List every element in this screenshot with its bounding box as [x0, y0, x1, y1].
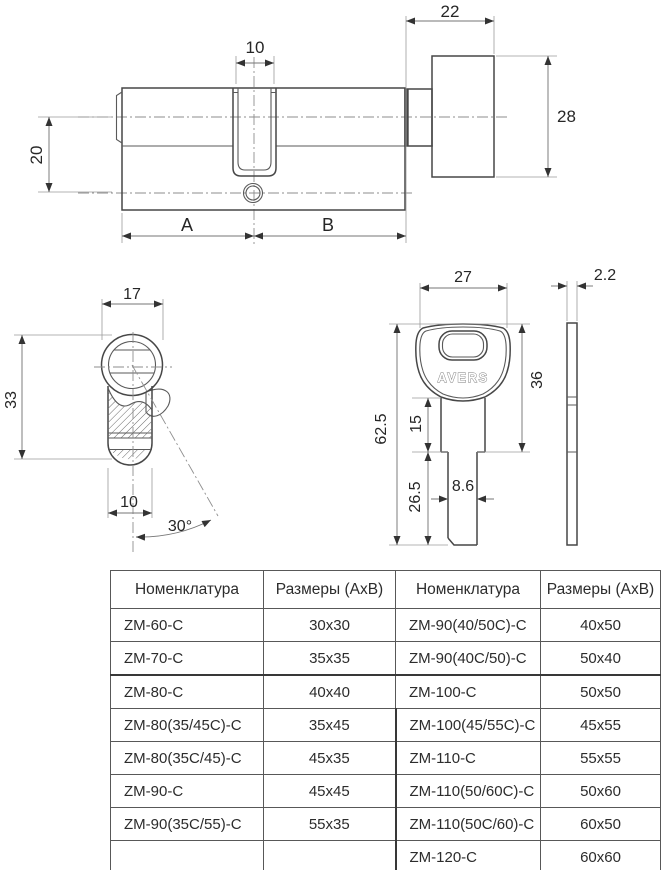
- dim-body-height: [3, 335, 112, 459]
- model-cell: ZM-100(45/55C)-C: [396, 709, 541, 742]
- dim-label-27: 27: [454, 269, 472, 286]
- dim-label-30deg: 30°: [167, 518, 193, 535]
- size-table: [110, 570, 661, 870]
- table-row: [111, 642, 661, 676]
- dim-thickness: [551, 267, 616, 321]
- model-cell: ZM-120-C: [396, 841, 541, 870]
- size-cell: 55x35: [264, 808, 396, 841]
- header-sizes-right: Размеры (АхВ): [541, 571, 661, 609]
- dim-axis-offset: [27, 117, 112, 192]
- size-cell: 45x55: [541, 709, 661, 742]
- table-row: [111, 775, 661, 808]
- dim-label-15: 15: [408, 415, 425, 433]
- key-blade: [441, 398, 485, 545]
- key-side-view: [567, 323, 577, 545]
- dim-foot-width: [108, 468, 152, 518]
- dim-head-width: [420, 269, 507, 328]
- table-row: [111, 808, 661, 841]
- size-cell: 45x35: [264, 742, 396, 775]
- dim-label-17: 17: [123, 286, 141, 303]
- model-cell: ZM-90(40C/50)-C: [396, 642, 541, 676]
- dim-label-20: 20: [27, 145, 46, 165]
- cylinder-section-view-drawing: [0, 270, 240, 570]
- model-cell: ZM-90(40/50C)-C: [396, 609, 541, 642]
- dim-label-10-foot: 10: [120, 494, 138, 511]
- dim-blade-width: [431, 478, 494, 499]
- model-cell: ZM-110(50C/60)-C: [396, 808, 541, 841]
- header-nomenclature-left: Номенклатура: [111, 571, 264, 609]
- header-nomenclature-right: Номенклатура: [396, 571, 541, 609]
- model-cell: [111, 841, 264, 870]
- size-cell: 60x50: [541, 808, 661, 841]
- table-row: [111, 709, 661, 742]
- dim-label-28: 28: [557, 107, 576, 126]
- dim-label-10: 10: [245, 38, 265, 57]
- size-cell: 50x40: [541, 642, 661, 676]
- dim-knob-height: [496, 56, 576, 177]
- model-cell: ZM-110(50/60C)-C: [396, 775, 541, 808]
- model-cell: ZM-80(35/45C)-C: [111, 709, 264, 742]
- key-head: [416, 324, 510, 401]
- dim-label-26-5: 26.5: [407, 481, 424, 513]
- size-cell: 40x50: [541, 609, 661, 642]
- size-cell: [264, 841, 396, 870]
- cylinder-body: [117, 56, 495, 210]
- dim-blade-length: [407, 452, 428, 545]
- dim-knob-length: [406, 2, 494, 243]
- size-cell: 55x55: [541, 742, 661, 775]
- size-cell: 50x60: [541, 775, 661, 808]
- dim-label-36: 36: [529, 371, 546, 389]
- dim-a-b: [122, 213, 406, 243]
- model-cell: ZM-100-C: [396, 675, 541, 709]
- dim-cam-angle: [136, 518, 211, 537]
- table-header-row: [111, 571, 661, 609]
- model-cell: ZM-90(35C/55)-C: [111, 808, 264, 841]
- size-cell: 60x60: [541, 841, 661, 870]
- header-sizes-left: Размеры (АхВ): [264, 571, 396, 609]
- table-row: [111, 742, 661, 775]
- section-profile: [102, 335, 170, 466]
- brand-logo: AVERS: [437, 370, 489, 385]
- model-cell: ZM-70-C: [111, 642, 264, 676]
- size-cell: 35x45: [264, 709, 396, 742]
- size-cell: 35x35: [264, 642, 396, 676]
- model-cell: ZM-110-C: [396, 742, 541, 775]
- dim-label-22: 22: [440, 2, 460, 21]
- dim-label-b: B: [321, 215, 335, 235]
- dim-body-width: [102, 286, 163, 340]
- dim-neck-length: [408, 398, 448, 452]
- dim-label-33: 33: [3, 391, 20, 409]
- size-cell: 30x30: [264, 609, 396, 642]
- dim-label-62-5: 62.5: [373, 413, 390, 445]
- key-drawing: [330, 260, 665, 570]
- model-cell: ZM-80-C: [111, 675, 264, 709]
- table-row: [111, 609, 661, 642]
- size-cell: 40x40: [264, 675, 396, 709]
- dim-label-8-6: 8.6: [451, 478, 475, 495]
- dim-label-a: A: [180, 215, 194, 235]
- dim-cam-width: [236, 38, 274, 84]
- size-cell: 50x50: [541, 675, 661, 709]
- model-cell: ZM-80(35C/45)-C: [111, 742, 264, 775]
- center-axes: [78, 57, 510, 246]
- dim-label-2-2: 2.2: [593, 267, 617, 284]
- cylinder-side-view-drawing: [0, 0, 665, 260]
- model-cell: ZM-60-C: [111, 609, 264, 642]
- table-row: [111, 841, 661, 870]
- size-cell: 45x45: [264, 775, 396, 808]
- model-cell: ZM-90-C: [111, 775, 264, 808]
- table-row: [111, 675, 661, 709]
